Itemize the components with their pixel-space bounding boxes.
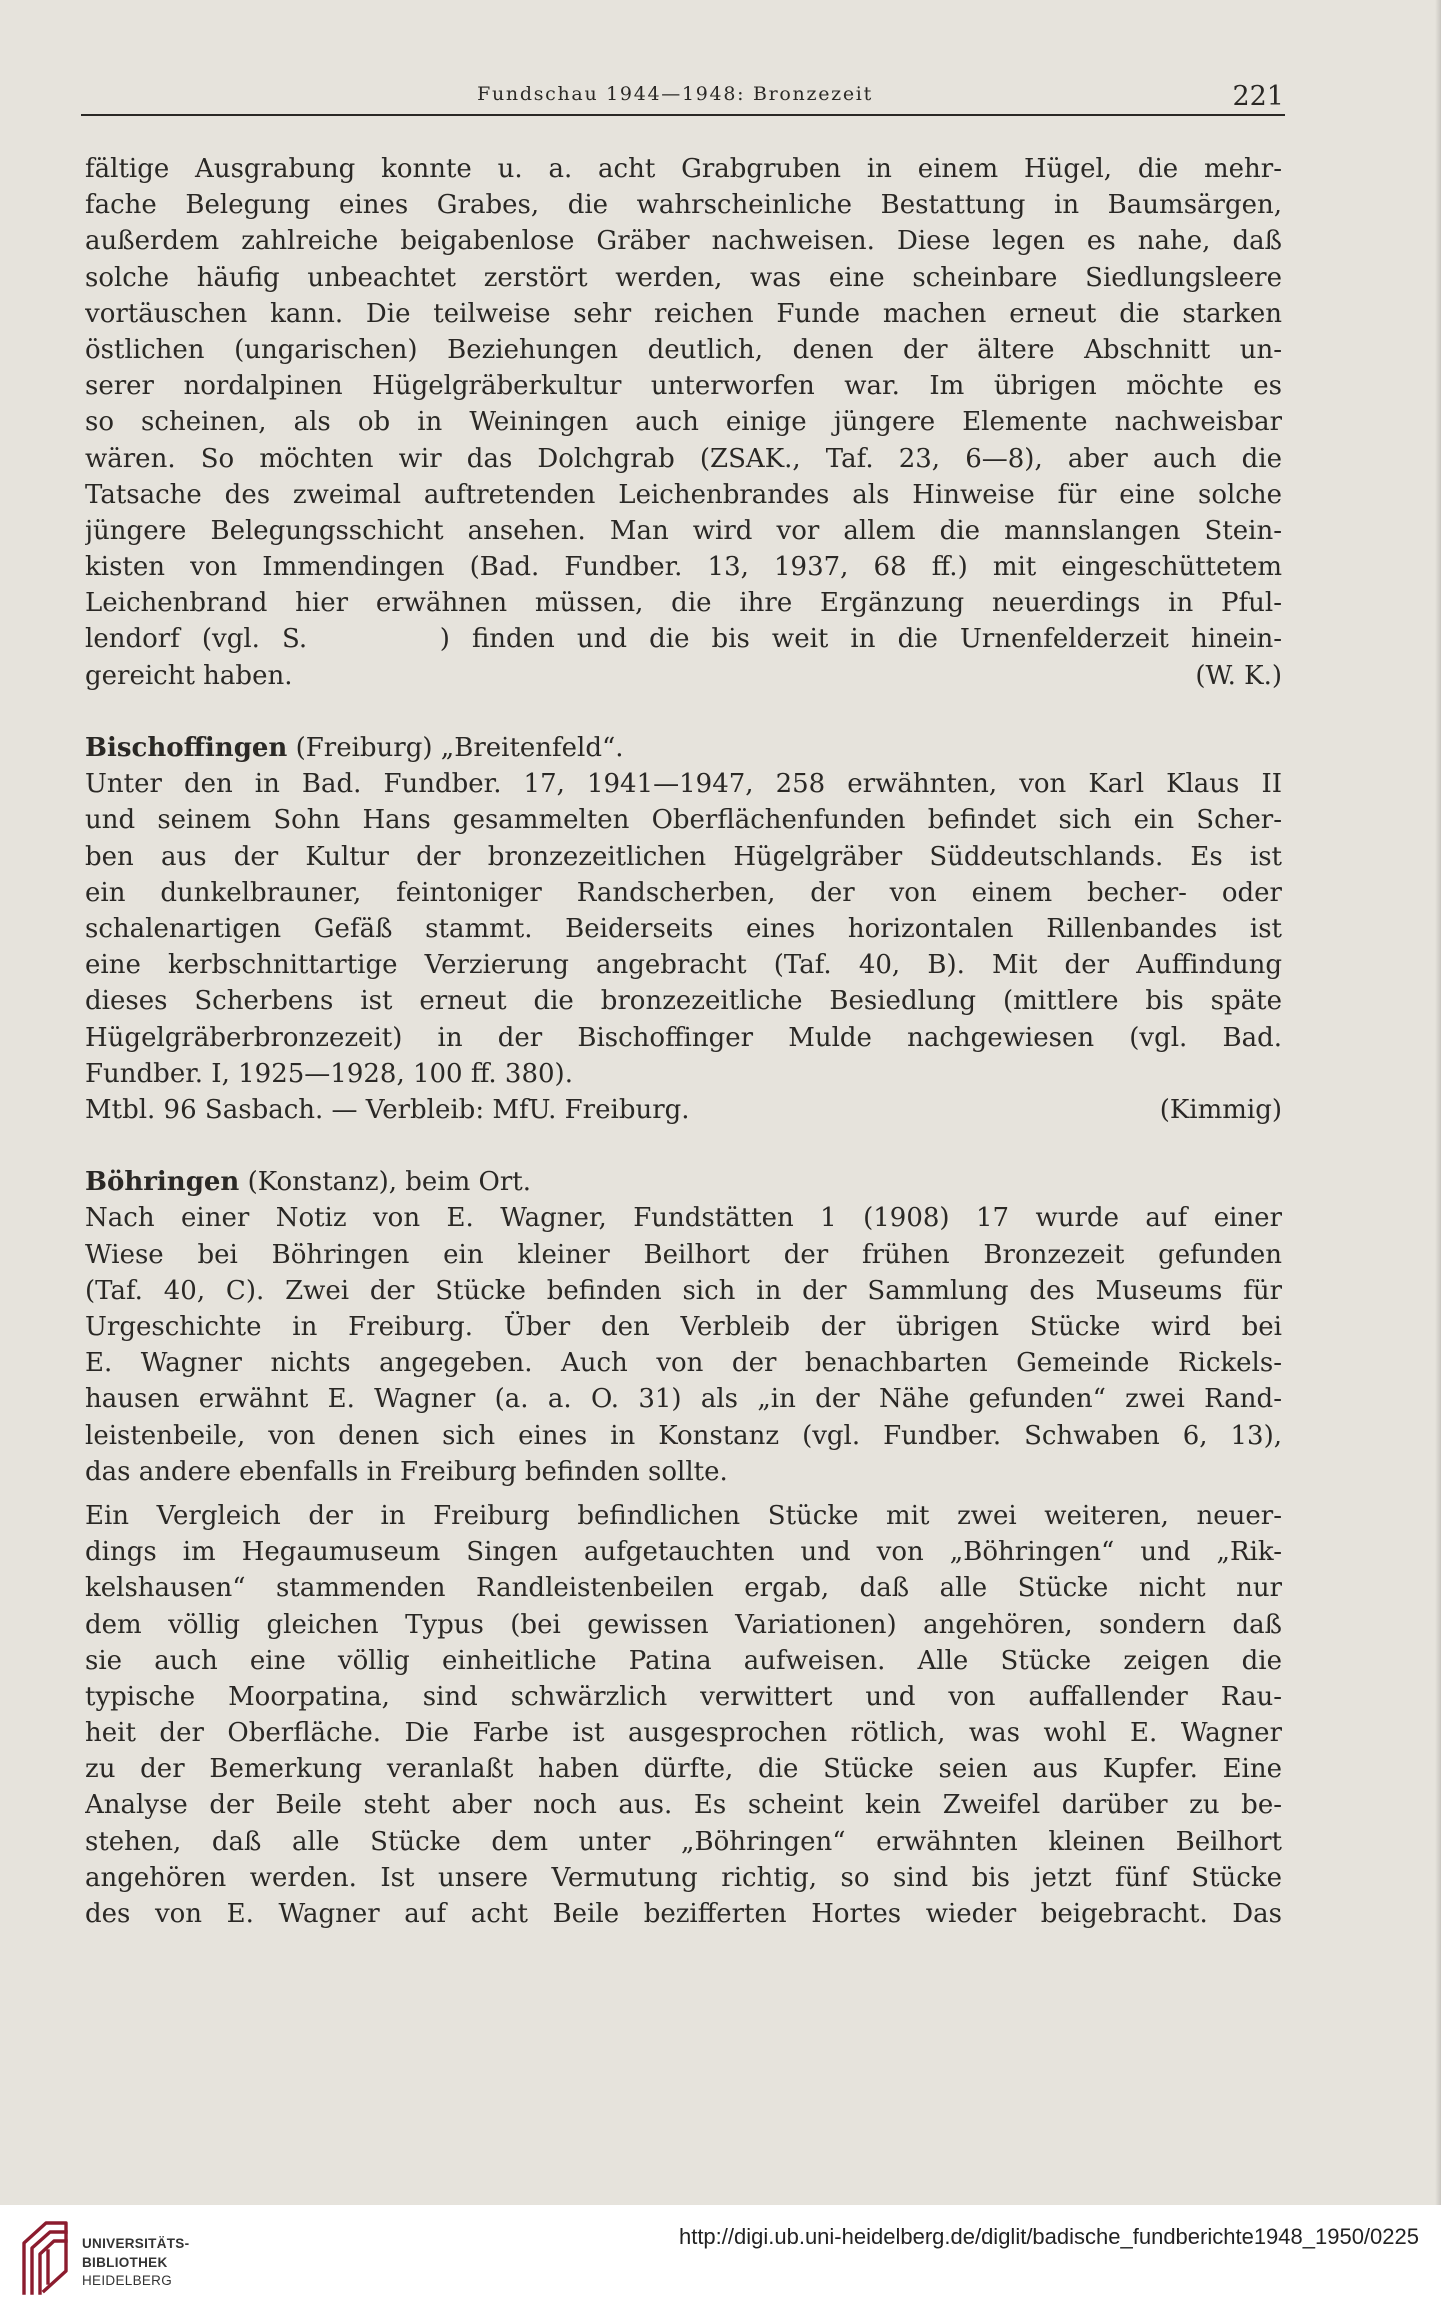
text-line: vortäuschen kann. Die teilweise sehr reichen Funde machen erneut die starken — [85, 298, 1282, 329]
header-rule — [81, 114, 1285, 116]
text-line: Tatsache des zweimal auftretenden Leichenbrandes als Hinweise für eine solche — [85, 479, 1282, 510]
place-name: Bischoffingen — [85, 733, 288, 763]
text-line: Unter den in Bad. Fundber. 17, 1941—1947, 258 erwähnten, von Karl Klaus II — [85, 769, 1282, 800]
text-line: ben aus der Kultur der bronzezeitlichen Hügelgräber Süddeutschlands. Es ist — [85, 841, 1282, 872]
library-name-line: BIBLIOTHEK — [82, 2254, 168, 2270]
heading-details: (Freiburg) „Breitenfeld“. — [295, 733, 624, 763]
entry-heading — [85, 730, 1282, 766]
paragraph-spacer — [85, 1490, 1282, 1498]
text-line: dem völlig gleichen Typus (bei gewissen Variationen) angehören, sondern daß — [85, 1609, 1282, 1640]
text-line: leistenbeile, von denen sich eines in Konstanz (vgl. Fundber. Schwaben 6, 13), — [85, 1420, 1282, 1451]
section-spacer — [85, 1128, 1282, 1164]
text-line: so scheinen, als ob in Weiningen auch einige jüngere Elemente nachweisbar — [85, 407, 1282, 438]
text-line: serer nordalpinen Hügelgräberkultur unterworfen war. Im übrigen möchte es — [85, 371, 1282, 402]
text-line: dieses Scherbens ist erneut die bronzezeitliche Besiedlung (mittlere bis späte — [85, 986, 1282, 1017]
text-line: typische Moorpatina, sind schwärzlich verwittert und von auffallender Rau- — [85, 1681, 1282, 1712]
text-line: E. Wagner nichts angegeben. Auch von der benachbarten Gemeinde Rickels- — [85, 1348, 1282, 1379]
heading-details: (Konstanz), beim Ort. — [247, 1167, 531, 1198]
text-line: dings im Hegaumuseum Singen aufgetauchten und von „Böhringen“ und „Rik- — [85, 1537, 1282, 1568]
body-text — [85, 151, 1282, 1932]
text-line: des von E. Wagner auf acht Beile bezifferten Hortes wieder beigebracht. Das — [85, 1899, 1282, 1929]
paragraph-last-line — [85, 658, 1282, 694]
text-line: außerdem zahlreiche beigabenlose Gräber nachweisen. Diese legen es nahe, daß — [85, 226, 1282, 257]
location-line — [85, 1092, 1282, 1128]
paragraph — [85, 1498, 1282, 1932]
text-line: angehören werden. Ist unsere Vermutung richtig, so sind bis jetzt fünf Stücke — [85, 1862, 1282, 1893]
paragraph-last-line: das andere ebenfalls in Freiburg befinden sollte. — [85, 1456, 728, 1487]
paragraph-last-line: Fundber. I, 1925—1928, 100 ff. 380). — [85, 1058, 573, 1089]
text-line: schalenartigen Gefäß stammt. Beiderseits eines horizontalen Rillenbandes ist — [85, 913, 1282, 944]
permalink-url: http://digi.ub.uni-heidelberg.de/diglit/badische_fundberichte1948_1950/0225 — [678, 2224, 1419, 2249]
place-name: Böhringen — [85, 1167, 240, 1198]
text-line: jüngere Belegungsschicht ansehen. Man wird vor allem die mannslangen Stein- — [85, 515, 1282, 546]
library-logo-icon — [18, 2217, 72, 2297]
text-line: stehen, daß alle Stücke dem unter „Böhringen“ erwähnten kleinen Beilhort — [85, 1826, 1282, 1857]
text-line: Wiese bei Böhringen ein kleiner Beilhort der frühen Bronzezeit gefunden — [85, 1239, 1282, 1270]
text-line: heit der Oberfläche. Die Farbe ist ausgesprochen rötlich, was wohl E. Wagner — [85, 1718, 1282, 1749]
last-line-text: gereicht haben. — [85, 660, 293, 691]
text-line: und seinem Sohn Hans gesammelten Oberflächenfunden befindet sich ein Scher- — [85, 805, 1282, 836]
scan-edge — [1435, 0, 1441, 2205]
paragraph — [85, 1200, 1282, 1490]
library-name — [82, 2235, 189, 2291]
library-footer — [0, 2205, 1441, 2311]
text-line: lendorf (vgl. S. ) finden und die bis weit in die Urnenfelderzeit hinein- — [85, 624, 1282, 655]
library-name-line: UNIVERSITÄTS- — [82, 2236, 190, 2251]
text-line: sie auch eine völlig einheitliche Patina aufweisen. Alle Stücke zeigen die — [85, 1645, 1282, 1676]
text-line: Urgeschichte in Freiburg. Über den Verbleib der übrigen Stücke wird bei — [85, 1312, 1282, 1342]
text-line: wären. So möchten wir das Dolchgrab (ZSAK., Taf. 23, 6—8), aber auch die — [85, 443, 1282, 474]
text-line: Hügelgräberbronzezeit) in der Bischoffinger Mulde nachgewiesen (vgl. Bad. — [85, 1022, 1282, 1053]
text-line: kelshausen“ stammenden Randleistenbeilen ergab, daß alle Stücke nicht nur — [85, 1573, 1282, 1604]
text-line: fältige Ausgrabung konnte u. a. acht Grabgruben in einem Hügel, die mehr- — [85, 154, 1282, 184]
running-title: Fundschau 1944—1948: Bronzezeit — [477, 83, 873, 105]
text-line: kisten von Immendingen (Bad. Fundber. 13, 1937, 68 ff.) mit eingeschüttetem — [85, 552, 1282, 583]
entry-bischoffingen — [85, 730, 1282, 1128]
text-line: solche häufig unbeachtet zerstört werden, was eine scheinbare Siedlungsleere — [85, 262, 1282, 293]
text-line: Analyse der Beile steht aber noch aus. Es scheint kein Zweifel darüber zu be- — [85, 1790, 1282, 1821]
text-line: Nach einer Notiz von E. Wagner, Fundstätten 1 (1908) 17 wurde auf einer — [85, 1203, 1282, 1234]
text-line: hausen erwähnt E. Wagner (a. a. O. 31) als „in der Nähe gefunden“ zwei Rand- — [85, 1384, 1282, 1415]
page-number: 221 — [1232, 81, 1284, 112]
continuation-paragraph — [85, 151, 1282, 694]
text-line: Leichenbrand hier erwähnen müssen, die ihre Ergänzung neuerdings in Pful- — [85, 588, 1282, 619]
text-line: eine kerbschnittartige Verzierung angebracht (Taf. 40, B). Mit der Auffindung — [85, 950, 1282, 981]
library-name-line: HEIDELBERG — [82, 2273, 173, 2288]
map-sheet-and-repository: Mtbl. 96 Sasbach. — Verbleib: MfU. Freiburg. — [85, 1094, 690, 1125]
text-line: zu der Bemerkung veranlaßt haben dürfte, die Stücke seien aus Kupfer. Eine — [85, 1754, 1282, 1785]
text-line: östlichen (ungarischen) Beziehungen deutlich, denen der ältere Abschnitt un- — [85, 334, 1282, 365]
author-signature: (W. K.) — [1195, 660, 1282, 691]
section-spacer — [85, 694, 1282, 730]
author-signature: (Kimmig) — [1159, 1094, 1282, 1125]
entry-heading — [85, 1164, 1282, 1200]
text-line: (Taf. 40, C). Zwei der Stücke befinden sich in der Sammlung des Museums für — [85, 1275, 1282, 1306]
text-line: ein dunkelbrauner, feintoniger Randscherben, der von einem becher- oder — [85, 877, 1282, 908]
entry-boehringen — [85, 1164, 1282, 1932]
text-line: fache Belegung eines Grabes, die wahrscheinliche Bestattung in Baumsärgen, — [85, 190, 1282, 221]
text-line: Ein Vergleich der in Freiburg befindlichen Stücke mit zwei weiteren, neuer- — [85, 1500, 1282, 1531]
